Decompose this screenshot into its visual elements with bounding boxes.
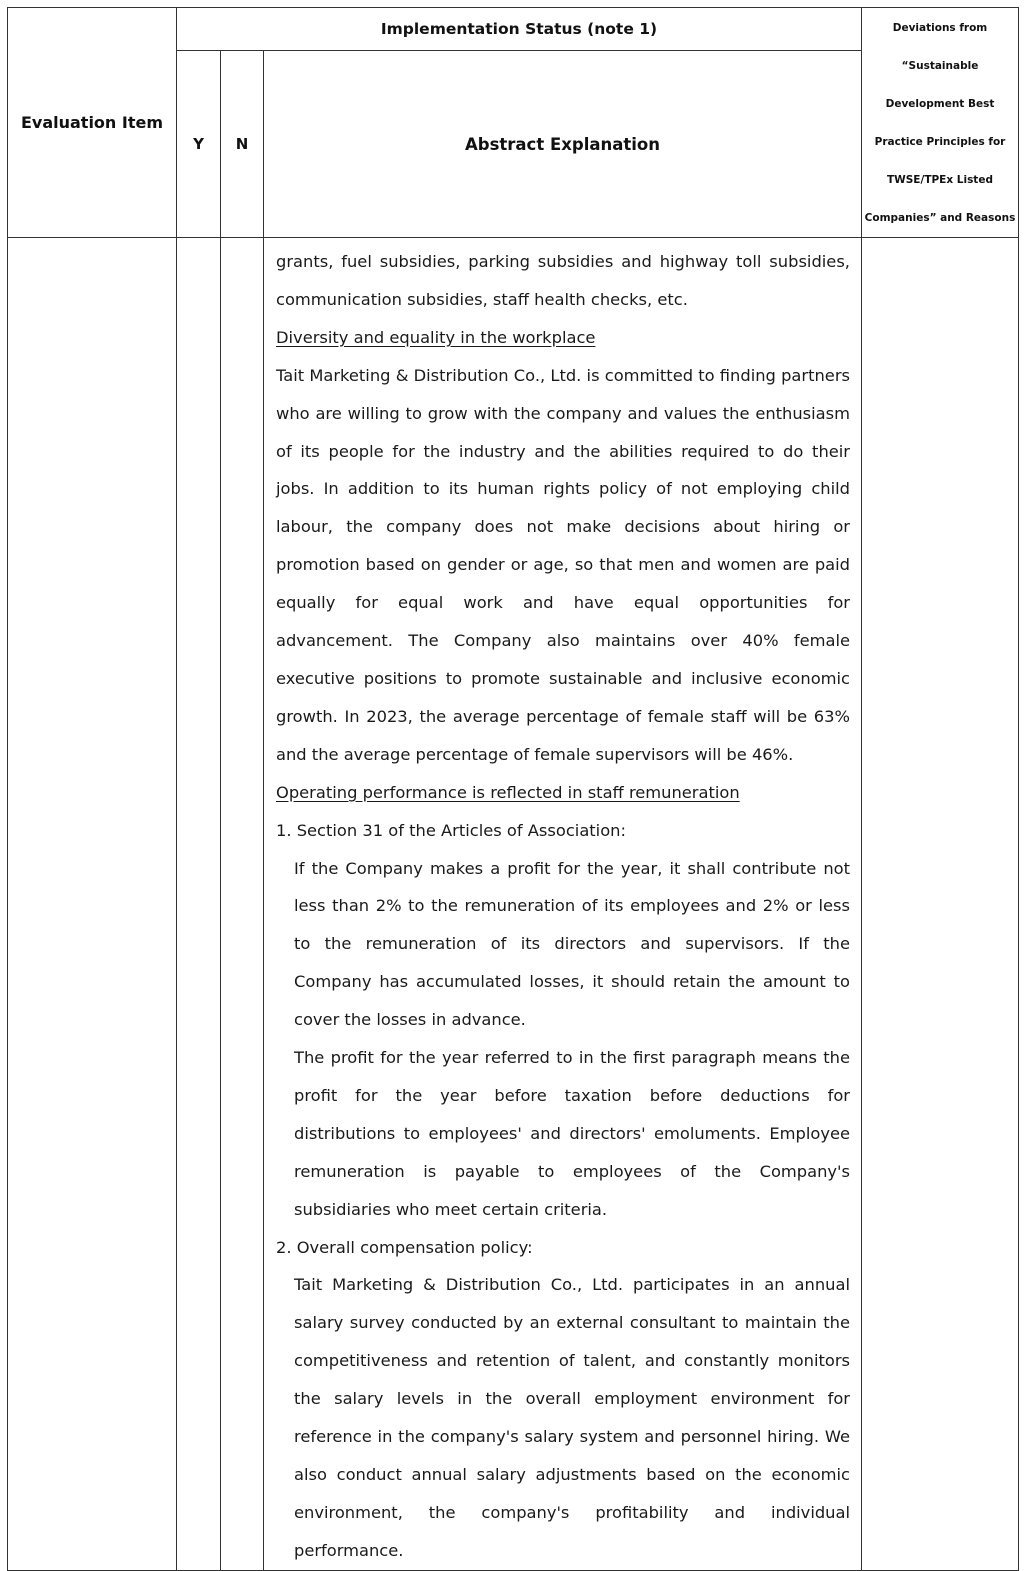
header-y: Y <box>177 51 221 238</box>
header-deviations <box>862 8 1019 238</box>
evaluation-table <box>7 7 1019 1571</box>
evaluation-item-cell <box>8 238 177 1571</box>
deviations-cell <box>862 238 1019 1571</box>
list-item: 2. Overall compensation policy: <box>276 1237 533 1257</box>
header-deviations-line: Companies” and Reasons <box>864 212 1016 224</box>
header-n: N <box>221 51 264 238</box>
header-deviations-line: “Sustainable <box>901 60 979 72</box>
body-paragraph: The profit for the year referred to in the first paragraph means the profit for the year before taxation before deductions for distributions to employees' and directors' emoluments. Employee remuneration is payable to employees of the Company's subsidiaries who meet certain criteria. <box>294 1048 850 1219</box>
abstract-explanation-cell <box>264 238 862 1571</box>
body-paragraph: grants, fuel subsidies, parking subsidies and highway toll subsidies, communication subsidies, staff health checks, etc. <box>276 252 850 309</box>
body-paragraph: If the Company makes a profit for the year, it shall contribute not less than 2% to the remuneration of its employees and 2% or less to the remuneration of its directors and supervisors. If the Company has accumulated losses, it should retain the amount to cover the losses in advance. <box>294 858 850 1030</box>
header-deviations-line: Deviations from <box>892 22 988 34</box>
y-cell <box>177 238 221 1571</box>
diversity-heading: Diversity and equality in the workplace <box>276 327 596 347</box>
header-deviations-line: Development Best <box>885 98 995 110</box>
n-cell <box>221 238 264 1571</box>
list-item: 1. Section 31 of the Articles of Association: <box>276 820 626 840</box>
body-paragraph: Tait Marketing & Distribution Co., Ltd. participates in an annual salary survey conducted by an external consultant to maintain the competitiveness and retention of talent, and constantly monitors the salary levels in the overall employment environment for reference in the company's salary system and personnel hiring. We also conduct annual salary adjustments based on the economic environment, the company's profitability and individual performance. <box>294 1275 850 1560</box>
header-implementation-status: Implementation Status (note 1) <box>177 8 862 51</box>
header-deviations-line: TWSE/TPEx Listed <box>887 174 993 186</box>
header-evaluation-item: Evaluation Item <box>8 8 177 238</box>
header-abstract-explanation: Abstract Explanation <box>264 51 862 238</box>
performance-heading: Operating performance is reflected in staff remuneration <box>276 782 740 802</box>
header-deviations-line: Practice Principles for <box>874 136 1006 148</box>
body-paragraph: Tait Marketing & Distribution Co., Ltd. is committed to finding partners who are willing to grow with the company and values the enthusiasm of its people for the industry and the abilities required to do their jobs. In addition to its human rights policy of not employing child labour, the company does not make decisions about hiring or promotion based on gender or age, so that men and women are paid equally for equal work and have equal opportunities for advancement. The Company also maintains over 40% female executive positions to promote sustainable and inclusive economic growth. In 2023, the average percentage of female staff will be 63% and the average percentage of female supervisors will be 46%. <box>276 365 850 764</box>
